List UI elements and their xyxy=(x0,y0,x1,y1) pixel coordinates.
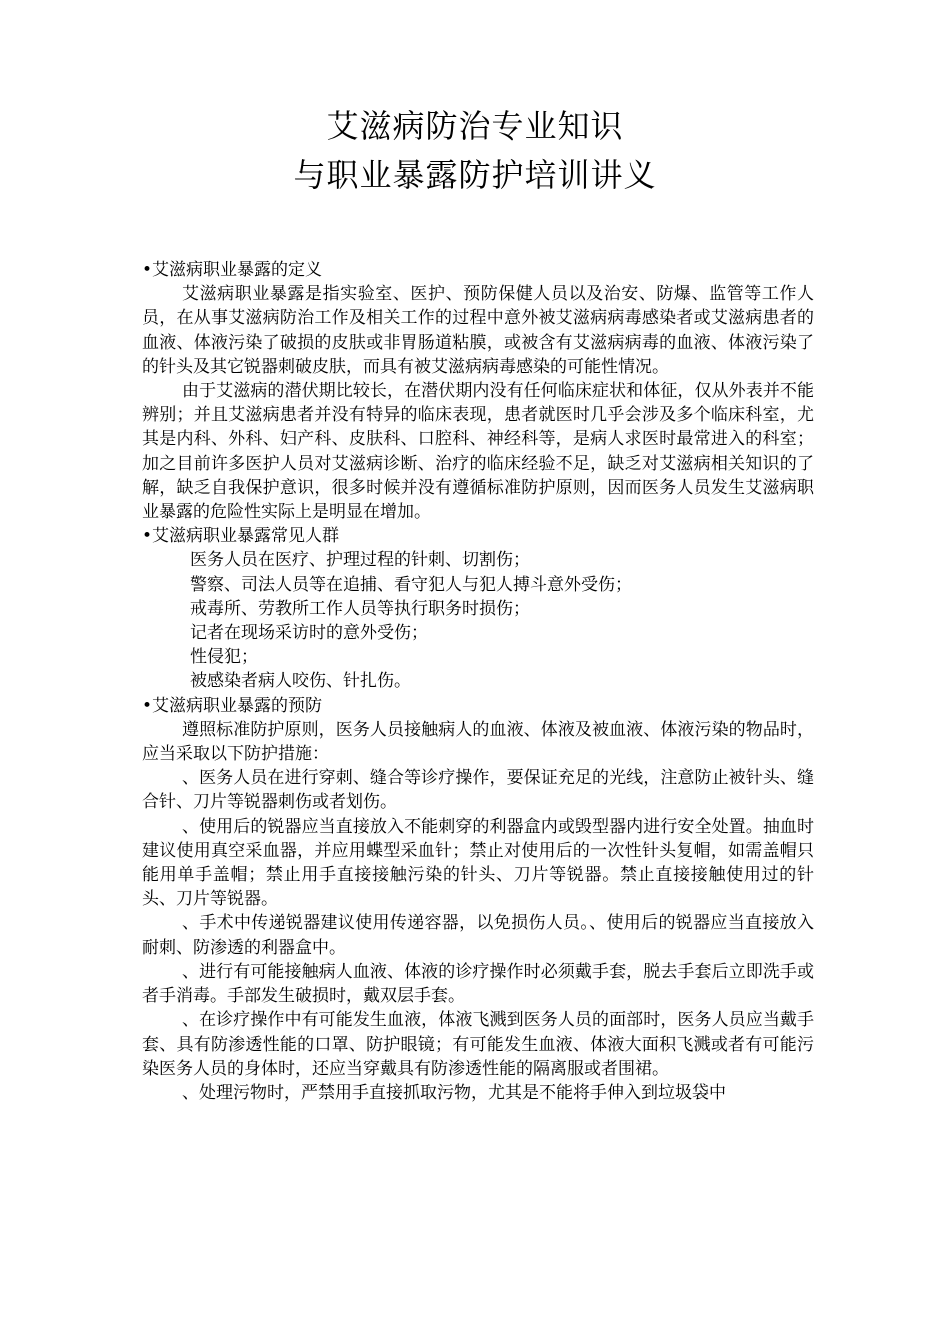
paragraph: 、医务人员在进行穿刺、缝合等诊疗操作，要保证充足的光线，注意防止被针头、缝合针、刀片等锐器刺伤或者划伤。 xyxy=(142,768,814,813)
paragraph: 、使用后的锐器应当直接放入不能刺穿的利器盒内或毁型器内进行安全处置。抽血时建议使用真空采血器，并应用蝶型采血针；禁止对使用后的一次性针头复帽，如需盖帽只能用单手盖帽；禁止用手直接接触污染的针头、刀片等锐器。禁止直接接触使用过的针头、刀片等锐器。 xyxy=(142,816,814,910)
paragraph: 由于艾滋病的潜伏期比较长，在潜伏期内没有任何临床症状和体征，仅从外表并不能辨别；并且艾滋病患者并没有特异的临床表现，患者就医时几乎会涉及多个临床科室，尤其是内科、外科、妇产科、皮肤科、口腔科、神经科等，是病人求医时最常进入的科室；加之目前许多医护人员对艾滋病诊断、治疗的临床经验不足，缺乏对艾滋病相关知识的了解，缺乏自我保护意识，很多时候并没有遵循标准防护原则，因而医务人员发生艾滋病职业暴露的危险性实际上是明显在增加。 xyxy=(142,381,814,523)
paragraph: 遵照标准防护原则，医务人员接触病人的血液、体液及被血液、体液污染的物品时，应当采取以下防护措施： xyxy=(142,719,814,765)
list-item: 医务人员在医疗、护理过程的针刺、切割伤； xyxy=(190,550,530,571)
paragraph: 、手术中传递锐器建议使用传递容器，以免损伤人员。、使用后的锐器应当直接放入耐刺、防渗透的利器盒中。 xyxy=(142,913,814,958)
section-heading-prevention: •艾滋病职业暴露的预防 xyxy=(142,695,323,716)
document-title-line1: 艾滋病防治专业知识 xyxy=(326,107,624,145)
document-body xyxy=(142,258,814,1105)
section-heading-definition: •艾滋病职业暴露的定义 xyxy=(142,260,323,280)
paragraph: 艾滋病职业暴露是指实验室、医护、预防保健人员以及治安、防爆、监管等工作人员，在从事艾滋病防治工作及相关工作的过程中意外被艾滋病病毒感染者或艾滋病患者的血液、体液污染了破损的皮肤或非胃肠道粘膜，或被含有艾滋病病毒的血液、体液污染了的针头及其它锐器刺破皮肤，而具有被艾滋病病毒感染的可能性情况。 xyxy=(142,284,814,377)
document-title-line2: 与职业暴露防护培训讲义 xyxy=(293,156,657,194)
paragraph: 、在诊疗操作中有可能发生血液，体液飞溅到医务人员的面部时，医务人员应当戴手套、具有防渗透性能的口罩、防护眼镜；有可能发生血液、体液大面积飞溅或者有可能污染医务人员的身体时，还应当穿戴具有防渗透性能的隔离服或者围裙。 xyxy=(142,1010,814,1079)
list-item: 戒毒所、劳教所工作人员等执行职务时损伤； xyxy=(190,598,530,619)
list-item: 警察、司法人员等在追捕、看守犯人与犯人搏斗意外受伤； xyxy=(190,574,632,595)
section-heading-groups: •艾滋病职业暴露常见人群 xyxy=(142,526,340,547)
list-item: 记者在现场采访时的意外受伤； xyxy=(190,623,428,644)
paragraph: 、进行有可能接触病人血液、体液的诊疗操作时必须戴手套，脱去手套后立即洗手或者手消毒。手部发生破损时，戴双层手套。 xyxy=(142,961,814,1007)
list-item: 被感染者病人咬伤、针扎伤。 xyxy=(190,671,411,692)
paragraph: 、处理污物时，严禁用手直接抓取污物，尤其是不能将手伸入到垃圾袋中 xyxy=(182,1082,726,1103)
list-item: 性侵犯； xyxy=(190,647,258,668)
